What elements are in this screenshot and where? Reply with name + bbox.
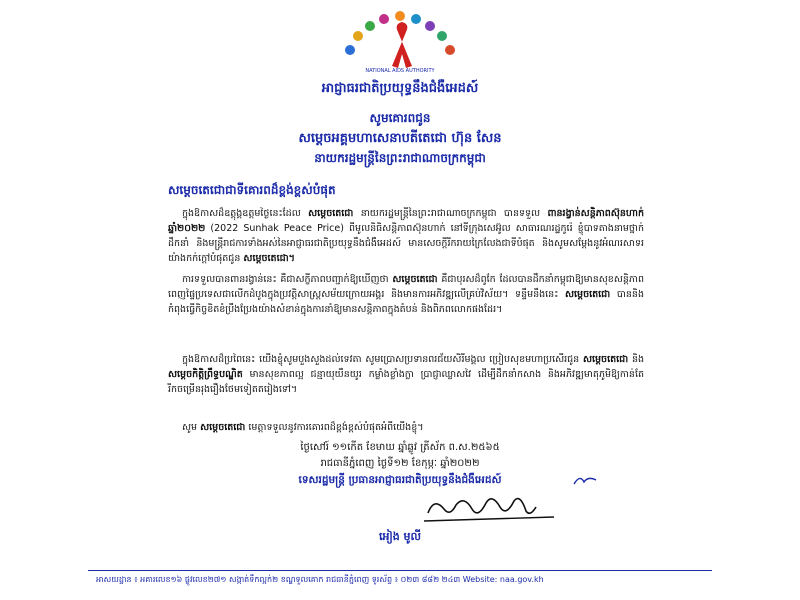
paragraph-2: ការទទួលបានពានរង្វាន់នេះ គឺជាសក្ខីភាពបញ្ជាក់ឱ្យឃើញថា សម្តេចតេជោ គឺជាបុរសដ៏ពូកែ ដែលបានដឹកនាំកម្ពុជាឱ្យមានសុខសន្តិភាពពេញផ្ទៃប្រទេសជាលើកដំបូងក្នុងប្រវត្តិសាស្ត្រសម័យក្រោយអង្គរ និងមានការអភិវឌ្ឍលើគ្រប់វិស័យ។ ទន្ទឹមនឹងនេះ សម្តេចតេជោ បាននិងកំពុងធ្វើកិច្ចខិតខំប្រឹងប្រែងយ៉ាងសំខាន់ក្នុងការនាំឱ្យមានសន្តិភាពក្នុងតំបន់ និងពិភពលោកផងដែរ។ — [168, 274, 644, 315]
footer-divider — [88, 570, 712, 571]
naa-logo — [322, 6, 478, 74]
handwritten-signature — [420, 487, 570, 527]
paragraph-1: ក្នុងឱកាសដ៏ឧត្តុង្គឧត្តមថ្ងៃនេះដែល សម្តេចតេជោ នាយករដ្ឋមន្ត្រីនៃព្រះរាជាណាចក្រកម្ពុជា បានទទួល ពានរង្វាន់សន្តិភាពស៊ុនហាក់ ឆ្នាំ២០២២ (2022 Sunhak Peace Price) ពីមូលនិធិសន្តិភាពស៊ុនហាក់ នៅទីក្រុងសេអ៊ូល សាធារណរដ្ឋកូរ៉េ ខ្ញុំបាទតាងនាមថ្នាក់ដឹកនាំ និងមន្ត្រីរាជការទាំងអស់នៃអាជ្ញាធរជាតិប្រយុទ្ធនឹងជំងឺអេដស៍ មានសេចក្តីរីករាយក្រៃលែងជាទីបំផុត និងសូមសម្តែងនូវអំណរសាទរយ៉ាងកក់ក្តៅបំផុតជូន សម្តេចតេជោ។ — [168, 208, 644, 264]
footer-address: អាសយដ្ឋាន ៖ អគារលេខ១៦ ផ្លូវលេខ២៧១ សង្កាត់ទឹកល្អក់២ ខណ្ឌទួលគោក រាជធានីភ្នំពេញ ទូរស័ព្ទ ៖ ០២៣ ៨៨២ ២៤៣ Website: naa.gov.kh — [96, 575, 544, 584]
paragraph-3: ក្នុងឱកាសដ៏ប្រពៃនេះ យើងខ្ញុំសូមបួងសួងដល់ទេវតា សូមប្រោសប្រទានពរជ័យសិរីមង្គល ប្រៀបសុខមហាប្រសើរជូន សម្តេចតេជោ និង សម្តេចកិត្តិព្រឹទ្ធបណ្ឌិត មានសុខភាពល្អ ជន្មាយុយឺនយូរ កម្លាំងខ្លាំងក្លា ប្រាជ្ញាឈ្លាសវៃ ដើម្បីដឹកនាំកសាង និងអភិវឌ្ឍមាតុភូមិឱ្យកាន់តែរីកចម្រើនរុងរឿងថែមទៀតតរៀងទៅ។ — [168, 354, 644, 395]
salutation: សម្តេចតេជោជាទីគោរពដ៏ខ្ពង់ខ្ពស់បំផុត — [168, 183, 336, 197]
solar-date: រាជធានីភ្នំពេញ ថ្ងៃទី១២ ខែកុម្ភៈ ឆ្នាំ២០២២ — [320, 458, 480, 469]
paragraph-4: សូម សម្តេចតេជោ មេត្តាទទួលនូវការគោរពដ៏ខ្ពង់ខ្ពស់បំផុតអំពីយើងខ្ញុំ។ — [182, 422, 424, 433]
recipient-title: នាយករដ្ឋមន្ត្រីនៃព្រះរាជាណាចក្រកម្ពុជា — [314, 151, 486, 165]
lunar-date: ថ្ងៃសៅរ៍ ១១កើត ខែមាឃ ឆ្នាំឆ្លូវ ត្រីស័ក ព.ស.២៥៦៥ — [300, 442, 500, 453]
logo-arc-text: NATIONAL AIDS AUTHORITY — [365, 68, 435, 74]
organization-name: អាជ្ញាធរជាតិប្រយុទ្ធនឹងជំងឺអេដស៍ — [321, 81, 479, 96]
recipient-name: សម្តេចអគ្គមហាសេនាបតីតេជោ ហ៊ុន សែន — [298, 131, 502, 146]
signatory-title: ទេសរដ្ឋមន្ត្រី ប្រធានអាជ្ញាធរជាតិប្រយុទ្ធនឹងជំងឺអេដស៍ — [298, 474, 502, 486]
aids-ribbon-icon — [392, 22, 412, 68]
recipient-greeting: សូមគោរពជូន — [369, 111, 431, 125]
initial-mark-icon — [572, 472, 598, 488]
signatory-name: អៀង មូលី — [378, 530, 422, 543]
